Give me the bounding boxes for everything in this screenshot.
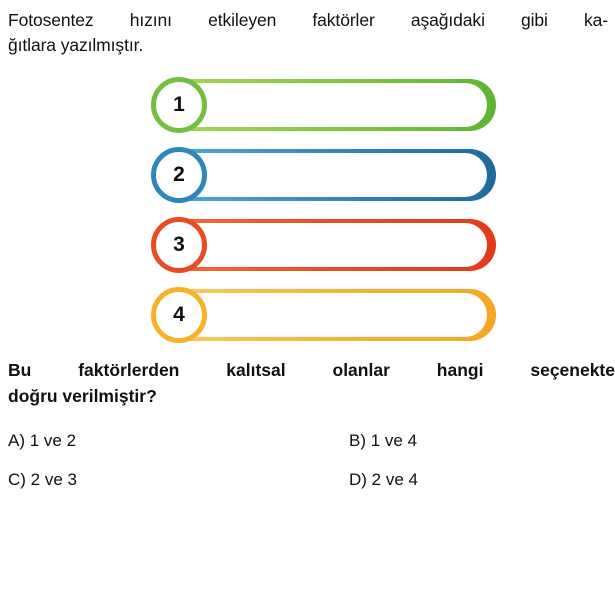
factor-card: [151, 77, 496, 133]
answer-option-c[interactable]: C) 2 ve 3: [8, 470, 77, 490]
factor-number-badge: 2: [151, 147, 207, 203]
answer-option-d[interactable]: D) 2 ve 4: [349, 470, 418, 490]
answer-options: [8, 431, 608, 490]
factor-card-fill: [169, 83, 487, 127]
factor-number-badge: 3: [151, 217, 207, 273]
factor-card-fill: [169, 223, 487, 267]
question-prompt-line-2: doğru verilmiştir?: [8, 386, 157, 406]
factor-card: [151, 217, 496, 273]
answer-option-a[interactable]: A) 1 ve 2: [8, 431, 77, 451]
factor-number-badge: 4: [151, 287, 207, 343]
factor-number-badge: 1: [151, 77, 207, 133]
question-stem: [8, 8, 608, 59]
answer-options-row: [8, 431, 608, 451]
factor-card-fill: [169, 153, 487, 197]
question-stem-line-1: Fotosentez hızını etkileyen faktörler aşağıdaki gibi ka-: [8, 10, 608, 30]
question-prompt-line-1: Bu faktörlerden kalıtsal olanlar hangi seçenekte: [8, 359, 615, 380]
answer-options-row: [8, 470, 608, 490]
answer-option-b[interactable]: B) 1 ve 4: [349, 431, 418, 451]
question-stem-line-2: ğıtlara yazılmıştır.: [8, 35, 144, 56]
factor-card: [151, 287, 496, 343]
question-prompt: [8, 357, 615, 410]
factor-card-fill: [169, 293, 487, 337]
factor-card: [151, 147, 496, 203]
factor-card-list: [8, 77, 607, 343]
